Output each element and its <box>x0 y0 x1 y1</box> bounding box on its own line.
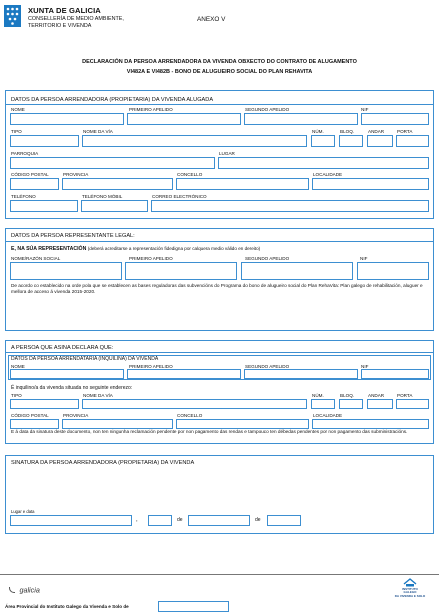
tenant-box-title: DATOS DA PERSOA ARRENDATARIA (INQUILINA) DA VIVENDA <box>11 356 159 362</box>
tenant-nome-label: NOME <box>11 364 25 369</box>
landlord-section-title: DATOS DA PERSOA ARRENDADORA (PROPIETARIA) DA VIVENDA ALUGADA <box>11 97 214 103</box>
tenant-segundo-apelido-field[interactable] <box>244 369 358 379</box>
representative-section-title: DATOS DA PERSOA REPRESENTANTE LEGAL: <box>11 233 135 239</box>
tenant-provincia-field[interactable] <box>62 419 173 429</box>
landlord-telefono-mobil-label: TELÉFONO MÓBIL <box>82 194 123 199</box>
tenant-porta-field[interactable] <box>396 399 429 409</box>
tenant-porta-label: PORTA <box>397 393 413 398</box>
instituto-logo <box>392 578 428 600</box>
landlord-tipo-label: TIPO <box>11 129 22 134</box>
landlord-codigo-postal-label: CÓDIGO POSTAL <box>11 172 49 177</box>
tenant-codigo-postal-label: CÓDIGO POSTAL <box>11 413 49 418</box>
provincial-area-field[interactable] <box>158 601 229 612</box>
landlord-andar-label: ANDAR <box>368 129 385 134</box>
landlord-andar-field[interactable] <box>367 135 393 147</box>
landlord-telefono-field[interactable] <box>10 200 78 212</box>
tenant-nome-via-label: NOME DA VÍA <box>83 393 113 398</box>
declaration-section-title: A PERSOA QUE ASINA DECLARA QUE: <box>11 345 114 351</box>
tenant-andar-field[interactable] <box>367 399 393 409</box>
representation-heading-row <box>11 246 260 252</box>
tenant-codigo-postal-field[interactable] <box>10 419 59 429</box>
tenant-segundo-apelido-label: SEGUNDO APELIDO <box>245 364 290 369</box>
landlord-bloq-field[interactable] <box>339 135 363 147</box>
landlord-segundo-apelido-label: SEGUNDO APELIDO <box>245 107 290 112</box>
landlord-lugar-label: LUGAR <box>219 151 235 156</box>
rep-nif-label: NIF <box>360 256 368 261</box>
signature-section-title: SINATURA DA PERSOA ARRENDADORA (PROPIETARIA) DA VIVENDA <box>11 460 195 466</box>
landlord-porta-field[interactable] <box>396 135 429 147</box>
representation-note: (deberá acreditarse a representación fidedigna por calquera medio válido en dereito) <box>87 246 261 251</box>
tenant-nome-field[interactable] <box>10 369 124 379</box>
galicia-swoosh-icon <box>9 587 15 593</box>
declaration-text: E á data da sinatura deste documento, non ten ningunha reclamación pendente por non pagamento das rendas e tampouco ten débedas pendentes por non pagamento das subministracións. <box>11 429 408 434</box>
representative-title-rule <box>5 241 434 242</box>
landlord-nome-via-label: NOME DA VÍA <box>83 129 113 134</box>
landlord-title-rule <box>5 104 434 105</box>
landlord-localidade-field[interactable] <box>312 178 429 190</box>
landlord-tipo-field[interactable] <box>10 135 79 147</box>
provincial-area-label: Área Provincial do Instituto Galego da Vivenda e Solo de <box>5 604 129 609</box>
instituto-house-icon <box>403 578 417 587</box>
tenant-bloq-field[interactable] <box>339 399 363 409</box>
tenant-localidade-label: LOCALIDADE <box>313 413 343 418</box>
landlord-correo-label: CORREO ELECTRÓNICO <box>152 194 207 199</box>
signature-year-field[interactable] <box>267 515 301 526</box>
landlord-nif-field[interactable] <box>361 113 429 125</box>
landlord-bloq-label: BLOQ. <box>340 129 355 134</box>
representation-heading: E, NA SÚA REPRESENTACIÓN <box>11 246 87 252</box>
tenant-nif-label: NIF <box>361 364 369 369</box>
signature-place-field[interactable] <box>10 515 132 526</box>
landlord-parroquia-field[interactable] <box>10 157 215 169</box>
landlord-nif-label: NIF <box>361 107 369 112</box>
document-title-line-2: VI482A E VI482B - BONO DE ALUGUEIRO SOCIAL DO PLAN REHAVITA <box>126 69 313 75</box>
tenant-nif-field[interactable] <box>361 369 429 379</box>
tenant-localidade-field[interactable] <box>312 419 429 429</box>
rep-nome-razon-field[interactable] <box>10 262 122 280</box>
tenant-concello-field[interactable] <box>176 419 309 429</box>
landlord-primeiro-apelido-field[interactable] <box>127 113 241 125</box>
tenant-tipo-label: TIPO <box>11 393 22 398</box>
signature-day-field[interactable] <box>148 515 172 526</box>
galicia-logo-text: galicia <box>19 585 40 595</box>
dept-line-1: CONSELLERÍA DE MEDIO AMBIENTE, <box>28 16 124 22</box>
rep-segundo-apelido-field[interactable] <box>241 262 353 280</box>
tenant-bloq-label: BLOQ. <box>340 393 355 398</box>
instituto-line-1: INSTITUTO <box>402 587 418 591</box>
landlord-porta-label: PORTA <box>397 129 413 134</box>
tenant-primeiro-apelido-label: PRIMEIRO APELIDO <box>129 364 173 369</box>
xunta-emblem-icon <box>4 5 21 27</box>
org-name: XUNTA DE GALICIA <box>28 6 101 15</box>
document-title-line-1: DECLARACIÓN DA PERSOA ARRENDADORA DA VIVENDA OBXECTO DO CONTRATO DE ALUGAMENTO <box>82 59 357 65</box>
legal-basis-text: De acordo co establecido na orde pola que se establecen as bases reguladoras das subvencións do Programa do bono de alugueiro social do Plan RehaVita: Plan galego de rehabilitación, aluguer e mellora de acceso á vivenda 2015-2020. <box>11 283 423 295</box>
tenant-tipo-field[interactable] <box>10 399 79 409</box>
declaration-title-rule <box>5 352 434 353</box>
tenant-num-field[interactable] <box>311 399 335 409</box>
landlord-nome-field[interactable] <box>10 113 124 125</box>
instituto-line-3: DA VIVENDA E SOLO <box>394 593 426 598</box>
landlord-primeiro-apelido-label: PRIMEIRO APELIDO <box>129 107 173 112</box>
instituto-line-2: GALEGO <box>403 590 417 595</box>
xunta-logo <box>4 5 21 27</box>
rep-primeiro-apelido-label: PRIMEIRO APELIDO <box>129 256 173 261</box>
landlord-parroquia-label: PARROQUIA <box>11 151 39 156</box>
rep-segundo-apelido-label: SEGUNDO APELIDO <box>245 256 290 261</box>
landlord-telefono-label: TELÉFONO <box>11 194 36 199</box>
landlord-num-field[interactable] <box>311 135 335 147</box>
tenant-concello-label: CONCELLO <box>177 413 203 418</box>
rep-nome-razon-label: NOME/RAZÓN SOCIAL <box>11 256 61 261</box>
landlord-num-label: NÚM. <box>312 129 324 134</box>
tenant-address-intro: É inquilino/a da vivenda situada no seguinte enderezo: <box>11 385 133 391</box>
landlord-provincia-field[interactable] <box>62 178 173 190</box>
tenant-nome-via-field[interactable] <box>82 399 307 409</box>
dept-line-2: TERRITORIO E VIVENDA <box>28 23 92 29</box>
tenant-andar-label: ANDAR <box>368 393 385 398</box>
landlord-provincia-label: PROVINCIA <box>63 172 89 177</box>
place-date-label: Lugar e data <box>11 509 35 514</box>
landlord-concello-label: CONCELLO <box>177 172 203 177</box>
signature-month-field[interactable] <box>188 515 250 526</box>
galicia-logo <box>9 581 40 599</box>
landlord-concello-field[interactable] <box>176 178 309 190</box>
annex-label: ANEXO V <box>197 16 226 23</box>
signature-de-2: de <box>255 517 261 523</box>
signature-de-1: de <box>177 517 183 523</box>
tenant-provincia-label: PROVINCIA <box>63 413 89 418</box>
landlord-nome-via-field[interactable] <box>82 135 307 147</box>
signature-comma: , <box>136 517 138 523</box>
tenant-num-label: NÚM. <box>312 393 324 398</box>
tenant-primeiro-apelido-field[interactable] <box>127 369 241 379</box>
landlord-nome-label: NOME <box>11 107 25 112</box>
landlord-localidade-label: LOCALIDADE <box>313 172 343 177</box>
landlord-segundo-apelido-field[interactable] <box>244 113 358 125</box>
landlord-correo-field[interactable] <box>151 200 429 212</box>
rep-nif-field[interactable] <box>357 262 429 280</box>
landlord-telefono-mobil-field[interactable] <box>81 200 148 212</box>
footer-rule <box>0 574 439 575</box>
rep-primeiro-apelido-field[interactable] <box>125 262 237 280</box>
landlord-lugar-field[interactable] <box>218 157 429 169</box>
landlord-codigo-postal-field[interactable] <box>10 178 59 190</box>
